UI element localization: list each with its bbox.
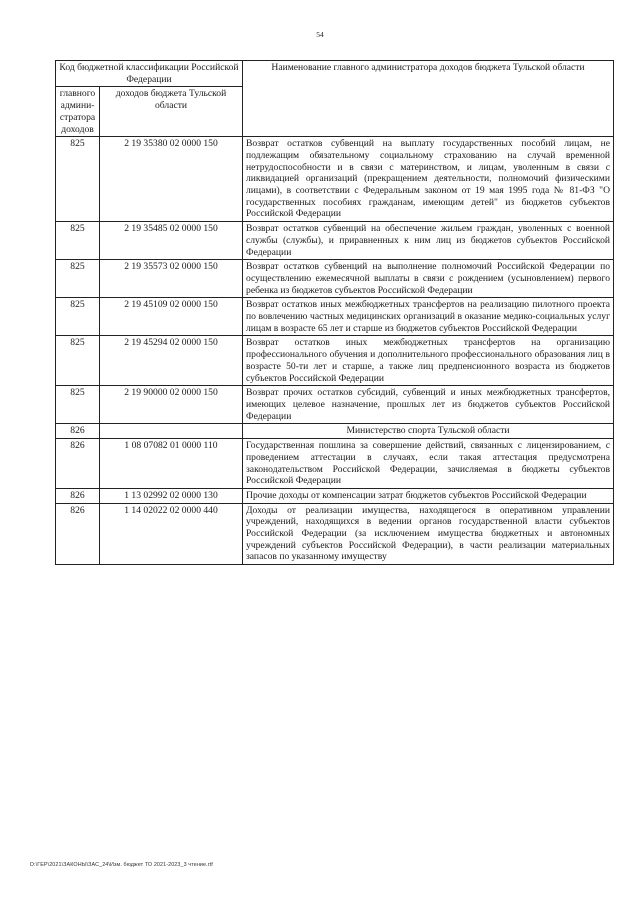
table-row [56,260,614,298]
admin-code: 825 [56,260,100,298]
income-name: Возврат остатков субвенций на обеспечение жильем граждан, уволенных с военной службы (службы), и приравненных к ним лиц из бюджетов субъектов Российской Федерации [243,222,614,260]
income-name: Возврат остатков субвенций на выплату государственных пособий лицам, не подлежащим обязательному социальному страхованию на случай временной нетрудоспособности и в связи с материнством, и лицам, уволенным в связи с ликвидацией организаций (прекращением деятельности, полномочий физическими лицами), в соответствии с Федеральным законом от 19 мая 1995 года № 81-ФЗ "О государственных пособиях гражданам, имеющим детей" из бюджетов субъектов Российской Федерации [243,137,614,222]
file-path-footer: D:\ГЕР\2021\ЗАКОНЫ\ЗАС_24\Изм. бюджет ТО 2021-2023_3 чтение.rtf [30,862,213,868]
admin-code: 826 [56,488,100,503]
income-name: Возврат остатков иных межбюджетных трансфертов на организацию профессионального обучения и дополнительного профессионального образования лиц в возрасте 50-ти лет и старше, а также лиц предпенсионного возраста из бюджетов субъектов Российской Федерации [243,336,614,386]
income-code: 1 14 02022 02 0000 440 [100,503,243,565]
table-row [56,503,614,565]
income-name: Государственная пошлина за совершение действий, связанных с лицензированием, с проведением аттестации в случаях, если такая аттестация предусмотрена законодательством Российской Федерации, зачисляемая в бюджеты субъектов Российской Федерации [243,439,614,489]
table-row [56,336,614,386]
admin-code: 825 [56,222,100,260]
income-name: Прочие доходы от компенсации затрат бюджетов субъектов Российской Федерации [243,488,614,503]
income-code: 1 13 02992 02 0000 130 [100,488,243,503]
header-code-group: Код бюджетной классификации Российской Федерации [56,61,243,87]
section-code-empty [100,424,243,439]
income-code: 1 08 07082 01 0000 110 [100,439,243,489]
section-title: Министерство спорта Тульской области [243,424,614,439]
table-header-row [56,61,614,87]
table-row [56,386,614,424]
admin-code: 825 [56,386,100,424]
admin-code: 825 [56,336,100,386]
admin-code: 825 [56,298,100,336]
income-code: 2 19 35485 02 0000 150 [100,222,243,260]
header-admin-name: Наименование главного администратора доходов бюджета Тульской области [243,61,614,137]
admin-code: 826 [56,424,100,439]
budget-classification-table [55,60,614,565]
table-row [56,488,614,503]
income-code: 2 19 35573 02 0000 150 [100,260,243,298]
income-name: Доходы от реализации имущества, находящегося в оперативном управлении учреждений, находящихся в ведении органов государственной власти субъектов Российской Федерации (за исключением имущества бюджетных и автономных учреждений субъектов Российской Федерации), в части реализации материальных запасов по указанному имуществу [243,503,614,565]
table-row [56,298,614,336]
admin-code: 825 [56,137,100,222]
header-income-code: доходов бюджета Тульской области [100,87,243,137]
income-code: 2 19 35380 02 0000 150 [100,137,243,222]
income-name: Возврат прочих остатков субсидий, субвенций и иных межбюджетных трансфертов, имеющих целевое назначение, прошлых лет из бюджетов субъектов Российской Федерации [243,386,614,424]
admin-code: 826 [56,439,100,489]
income-code: 2 19 45294 02 0000 150 [100,336,243,386]
page-number: 54 [316,30,324,39]
income-code: 2 19 90000 02 0000 150 [100,386,243,424]
income-name: Возврат остатков иных межбюджетных трансфертов на реализацию пилотного проекта по вовлечению частных медицинских организаций в оказание медико-социальных услуг лицам в возрасте 65 лет и старше из бюджетов субъектов Российской Федерации [243,298,614,336]
admin-code: 826 [56,503,100,565]
section-row [56,424,614,439]
table-row [56,222,614,260]
table-row [56,137,614,222]
header-admin-code: главного админи-стратора доходов [56,87,100,137]
table-row [56,439,614,489]
income-code: 2 19 45109 02 0000 150 [100,298,243,336]
income-name: Возврат остатков субвенций на выполнение полномочий Российской Федерации по осуществлению ежемесячной выплаты в связи с рождением (усыновлением) первого ребенка из бюджетов субъектов Российской Федерации [243,260,614,298]
